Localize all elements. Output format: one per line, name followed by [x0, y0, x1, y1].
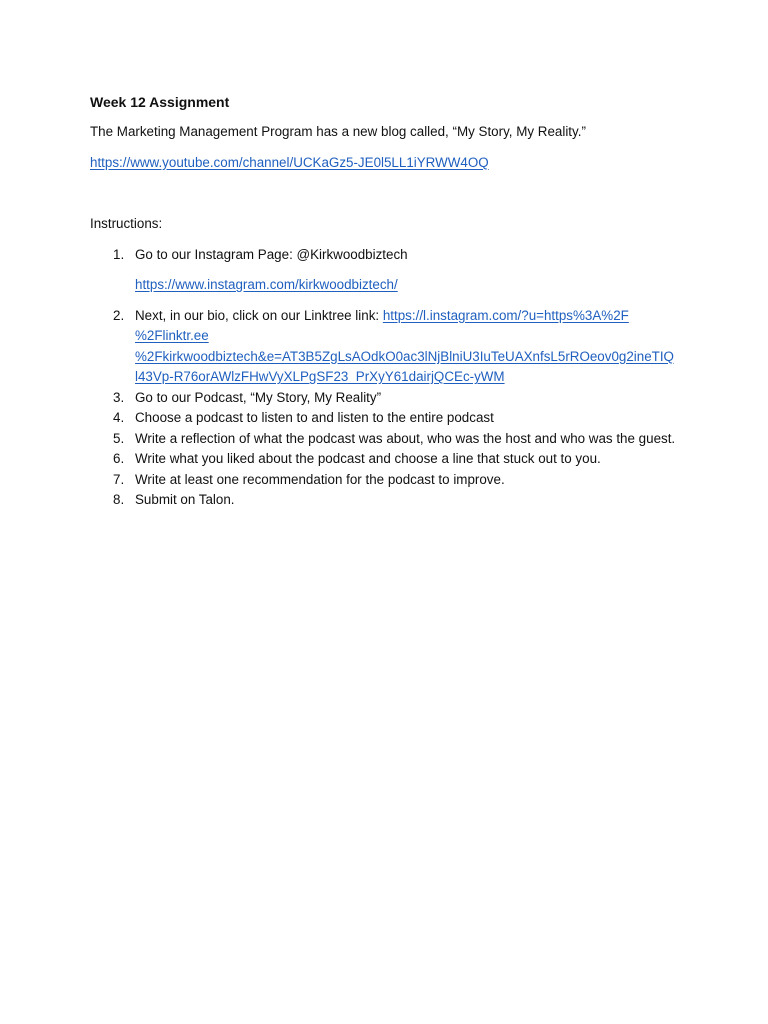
list-item-number: 2. [113, 307, 125, 323]
instagram-link-line [90, 275, 690, 296]
linktree-link-part-3: %2Fkirkwoodbiztech&e=AT3B5ZgLsAOdkO0ac3lNjBlniU3IuTeUAXnfsL5rROeov0g2ineTIQ [135, 348, 674, 364]
list-item-number: 4. [113, 410, 125, 425]
list-item-number: 8. [113, 492, 125, 507]
list-item-text: Submit on Talon. [135, 492, 235, 507]
list-item-number: 6. [113, 451, 125, 466]
list-item [90, 408, 690, 429]
youtube-channel-link[interactable]: https://www.youtube.com/channel/UCKaGz5-JE0l5LL1iYRWW4OQ [90, 154, 489, 170]
list-item-number: 7. [113, 471, 125, 487]
instagram-page-link[interactable]: https://www.instagram.com/kirkwoodbiztech/ [135, 277, 398, 292]
list-item-text: Choose a podcast to listen to and listen to the entire podcast [135, 410, 494, 425]
list-item [90, 470, 690, 491]
youtube-link-line [90, 153, 690, 174]
list-item-number: 3. [113, 389, 125, 405]
list-item-text: Go to our Instagram Page: @Kirkwoodbiztech [135, 246, 408, 262]
list-item-text: Write a reflection of what the podcast was about, who was the host and who was the guest. [135, 430, 676, 446]
list-item [90, 306, 690, 388]
linktree-link-part-1: https://l.instagram.com/?u=https%3A%2F [382, 307, 629, 323]
list-item-text: Next, in our bio, click on our Linktree link: [135, 307, 383, 323]
list-item-text: Write at least one recommendation for the podcast to improve. [135, 471, 505, 487]
instructions-list [90, 245, 690, 511]
instructions-heading: Instructions: [90, 216, 163, 231]
list-item-text: Go to our Podcast, “My Story, My Reality” [135, 389, 382, 405]
list-item [90, 490, 690, 511]
blank-line [90, 183, 690, 214]
list-item-number: 1. [113, 246, 125, 262]
list-item [90, 429, 690, 450]
document-title: Week 12 Assignment [90, 94, 230, 110]
intro-paragraph: The Marketing Management Program has a new blog called, “My Story, My Reality.” [90, 124, 586, 139]
list-item [90, 388, 690, 409]
list-item-text: Write what you liked about the podcast and choose a line that stuck out to you. [135, 451, 601, 466]
list-item-number: 5. [113, 430, 125, 446]
list-item [90, 449, 690, 470]
document-body [90, 92, 690, 511]
list-item [90, 245, 690, 266]
linktree-link-part-2: %2Flinktr.ee [135, 328, 209, 343]
linktree-link-part-4: l43Vp-R76orAWlzFHwVyXLPgSF23_PrXyY61dairjQCEc-yWM [135, 369, 505, 384]
